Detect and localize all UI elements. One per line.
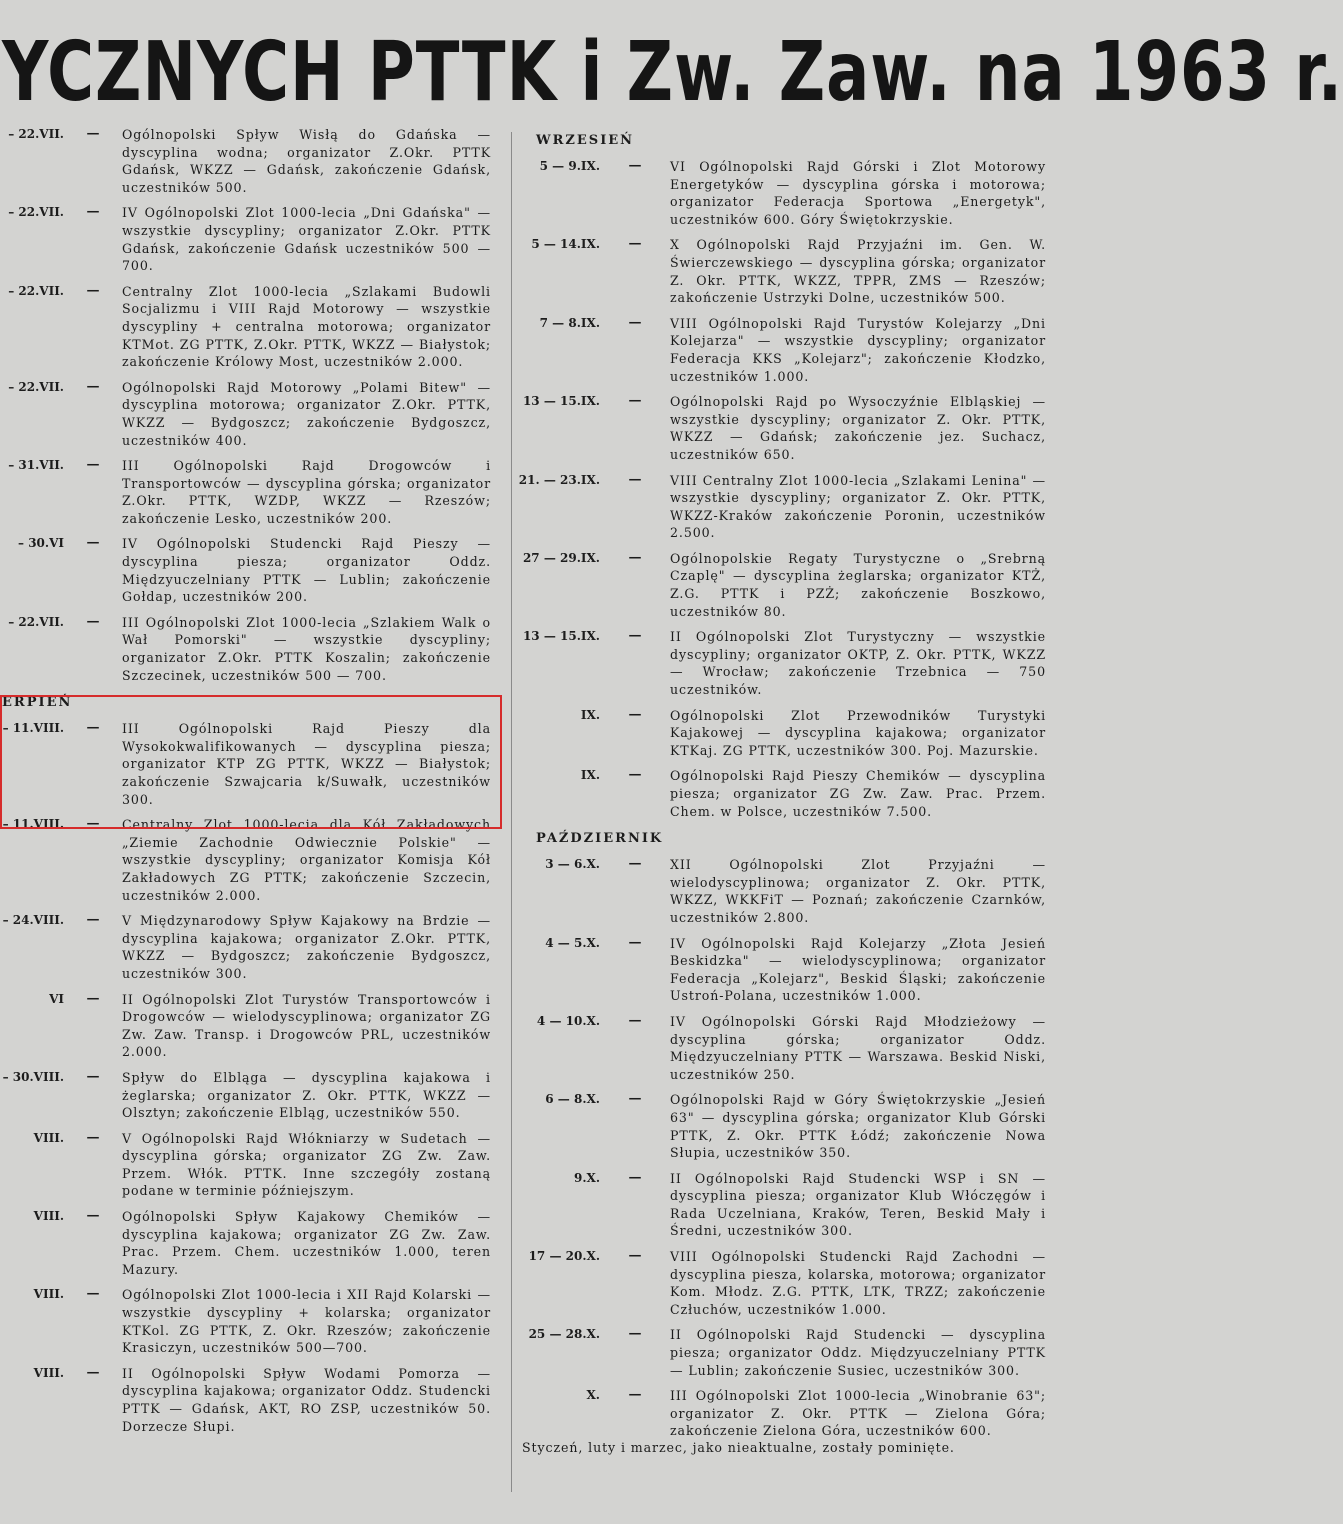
entry-dash: — [86, 720, 100, 736]
event-entry [518, 1248, 1046, 1318]
entry-dash: — [628, 549, 642, 565]
footnote: Styczeń, luty i marzec, jako nieaktualne, zostały pominięte. [522, 1440, 955, 1455]
entry-dash: — [86, 204, 100, 220]
column-divider [511, 132, 512, 1492]
event-entry [518, 1326, 1046, 1379]
entry-dash: — [86, 1129, 100, 1145]
event-description: X Ogólnopolski Rajd Przyjaźni im. Gen. W. Świerczewskiego — dyscyplina górska; organizator Z. Okr. PTTK, WKZZ, TPPR, ZMS — Rzeszów; zakończenie Ustrzyki Dolne, uczestników 500. [670, 237, 1046, 306]
event-entry [518, 935, 1046, 1005]
event-description: Centralny Zlot 1000-lecia „Szlakami Budowli Socjalizmu i VIII Rajd Motorowy — wszystkie dyscypliny + centralna motorowa; organizator KTMot. ZG PTTK, Z.Okr. PTTK, WKZZ — Białystok; zakończenie Królowy Most, uczestników 2.000. [122, 283, 491, 370]
event-description: IV Ogólnopolski Górski Rajd Młodzieżowy — dyscyplina górska; organizator Oddz. Międzyuczelniany PTTK — Warszawa. Beskid Niski, uczestników 250. [670, 1013, 1046, 1082]
entry-dash: — [628, 1091, 642, 1107]
event-date: VIII. [33, 1209, 64, 1224]
event-description: Ogólnopolski Rajd w Góry Świętokrzyskie „Jesień 63" — dyscyplina górska; organizator Klub Górski PTTK, Z. Okr. PTTK Łódź; zakończenie Nowa Słupia, uczestników 350. [670, 1092, 1046, 1161]
event-entry [0, 283, 505, 371]
event-entry [518, 472, 1046, 542]
event-date: 21. — 23.IX. [518, 472, 600, 487]
event-description: III Ogólnopolski Rajd Pieszy dla Wysokokwalifikowanych — dyscyplina piesza; organizator KTP ZG PTTK, WKZZ — Białystok; zakończenie Szwajcaria k/Suwałk, uczestników 300. [122, 721, 491, 807]
event-description: II Ogólnopolski Zlot Turystyczny — wszystkie dyscypliny; organizator OKTP, Z. Okr. PTTK, WKZZ — Wrocław; zakończenie Trzebnica — 750 uczestników. [670, 629, 1046, 698]
month-heading: ERPIEŃ [2, 695, 73, 711]
event-date: 9.X. [573, 1170, 600, 1185]
event-entry [0, 1069, 505, 1122]
event-date: – 22.VII. [8, 379, 64, 394]
event-entry [518, 1170, 1046, 1240]
event-description: Ogólnopolskie Regaty Turystyczne o „Srebrną Czaplę" — dyscyplina żeglarska; organizator KTŻ, Z.G. PTTK i PZŻ; zakończenie Boszkowo, uczestników 80. [670, 550, 1046, 619]
event-description: II Ogólnopolski Rajd Studencki — dyscyplina piesza; organizator Oddz. Międzyuczelniany PTTK — Lublin; zakończenie Susiec, uczestników 300. [670, 1327, 1046, 1378]
event-entry [518, 315, 1046, 385]
entry-dash: — [86, 126, 100, 141]
event-date: – 11.VIII. [2, 817, 64, 832]
event-entry [0, 816, 505, 904]
event-description: VIII Centralny Zlot 1000-lecia „Szlakami Lenina" — wszystkie dyscypliny; organizator Z. Okr. PTTK, WKZZ-Kraków zakończenie Poronin, uczestników 2.500. [670, 472, 1046, 541]
event-entry [518, 158, 1046, 228]
entry-dash: — [86, 457, 100, 473]
event-description: IV Ogólnopolski Zlot 1000-lecia „Dni Gdańska" — wszystkie dyscypliny; organizator Z.Okr. PTTK Gdańsk, zakończenie Gdańsk uczestników 500 — 700. [122, 205, 491, 274]
event-description: IV Ogólnopolski Rajd Kolejarzy „Złota Jesień Beskidzka" — wielodyscyplinowa; organizator Federacja „Kolejarz", Beskid Śląski; zakończenie Ustroń-Polana, uczestników 1.000. [670, 935, 1046, 1004]
event-date: 3 — 6.X. [545, 857, 600, 872]
entry-dash: — [628, 1169, 642, 1185]
event-date: X. [586, 1388, 600, 1403]
event-description: Ogólnopolski Spływ Wisłą do Gdańska — dyscyplina wodna; organizator Z.Okr. PTTK Gdańsk, WKZZ — Gdańsk, zakończenie Gdańsk, uczestników 500. [122, 127, 491, 195]
event-date: – 22.VII. [8, 127, 64, 141]
event-description: Ogólnopolski Zlot 1000-lecia i XII Rajd Kolarski — wszystkie dyscypliny + kolarska; organizator KTKol. ZG PTTK, Z. Okr. Rzeszów; zakończenie Krasiczyn, uczestników 500—700. [122, 1287, 491, 1356]
month-heading: PAŹDZIERNIK [536, 831, 664, 847]
event-date: – 31.VII. [8, 458, 64, 473]
event-date: IX. [580, 707, 600, 722]
event-date: VIII. [33, 1365, 64, 1380]
event-entry [0, 204, 505, 274]
event-entry [518, 550, 1046, 620]
event-date: – 22.VII. [8, 614, 64, 629]
entry-dash: — [86, 535, 100, 551]
event-entry [518, 236, 1046, 306]
event-description: XII Ogólnopolski Zlot Przyjaźni — wielodyscyplinowa; organizator Z. Okr. PTTK, WKZZ, WKKFiT — Poznań; zakończenie Czarnków, uczestników 2.800. [670, 857, 1046, 925]
event-date: 4 — 5.X. [545, 935, 600, 950]
entry-dash: — [86, 1364, 100, 1380]
event-description: V Międzynarodowy Spływ Kajakowy na Brdzie — dyscyplina kajakowa; organizator Z.Okr. PTTK, WKZZ — Bydgoszcz; zakończenie Bydgoszcz, uczestników 300. [122, 913, 491, 981]
event-date: IX. [580, 768, 600, 783]
entry-dash: — [628, 1326, 642, 1342]
event-date: 5 — 9.IX. [539, 159, 600, 173]
event-date: – 30.VI [18, 536, 64, 551]
event-description: Ogólnopolski Rajd Motorowy „Polami Bitew" — dyscyplina motorowa; organizator Z.Okr. PTTK, WKZZ — Bydgoszcz; zakończenie Bydgoszcz, uczestników 400. [122, 379, 491, 448]
event-date: 13 — 15.IX. [522, 394, 600, 409]
event-date: 25 — 28.X. [528, 1327, 600, 1342]
event-entry [0, 535, 505, 605]
event-description: Centralny Zlot 1000-lecia dla Kół Zakładowych „Ziemie Zachodnie Odwiecznie Polskie" — wszystkie dyscypliny; organizator Komisja Kół Zakładowych ZG PTTK; zakończenie Szczecin, uczestników 2.000. [122, 817, 491, 903]
entry-dash: — [86, 1208, 100, 1224]
event-entry [0, 1365, 505, 1435]
event-description: III Ogólnopolski Rajd Drogowców i Transportowców — dyscyplina górska; organizator Z.Okr. PTTK, WZDP, WKZZ — Rzeszów; zakończenie Lesko, uczestników 200. [122, 458, 491, 526]
event-entry [518, 856, 1046, 926]
event-description: II Ogólnopolski Rajd Studencki WSP i SN — dyscyplina piesza; organizator Klub Włóczęgów i Rada Uczelniana, Kraków, Teren, Beskid Mały i Średni, uczestników 300. [670, 1170, 1046, 1239]
event-date: VIII. [33, 1130, 64, 1145]
event-date: 7 — 8.IX. [539, 315, 600, 330]
event-date: – 22.VII. [8, 205, 64, 220]
event-description: III Ogólnopolski Zlot 1000-lecia „Szlakiem Walk o Wał Pomorski" — wszystkie dyscypliny; organizator Z.Okr. PTTK Koszalin; zakończenie Szczecinek, uczestników 500 — 700. [122, 614, 491, 683]
event-description: Spływ do Elbląga — dyscyplina kajakowa i żeglarska; organizator Z. Okr. PTTK, WKZZ — Olsztyn; zakończenie Elbląg, uczestników 550. [122, 1069, 491, 1121]
entry-dash: — [628, 471, 642, 487]
event-entry [0, 720, 505, 808]
entry-dash: — [86, 912, 100, 928]
event-date: VIII. [33, 1287, 64, 1302]
entry-dash: — [628, 1387, 642, 1403]
entry-dash: — [628, 706, 642, 722]
entry-dash: — [628, 628, 642, 644]
event-entry [0, 991, 505, 1061]
event-date: – 22.VII. [8, 283, 64, 298]
right-column [518, 126, 1046, 1448]
entry-dash: — [86, 816, 100, 832]
event-description: Ogólnopolski Zlot Przewodników Turystyki Kajakowej — dyscyplina kajakowa; organizator KTKaj. ZG PTTK, uczestników 300. Poj. Mazurskie. [670, 707, 1046, 758]
event-description: VIII Ogólnopolski Studencki Rajd Zachodni — dyscyplina piesza, kolarska, motorowa; organizator Kom. Młodz. Z.G. PTTK, LTK, TRZZ; zakończenie Człuchów, uczestników 1.000. [670, 1249, 1046, 1317]
entry-dash: — [628, 934, 642, 950]
event-entry [0, 1286, 505, 1356]
event-date: – 30.VIII. [2, 1069, 64, 1084]
entry-dash: — [86, 990, 100, 1006]
event-description: Ogólnopolski Rajd po Wysoczyźnie Elbląskiej — wszystkie dyscypliny; organizator Z. Okr. PTTK, WKZZ — Gdańsk; zakończenie jez. Suchacz, uczestników 650. [670, 394, 1046, 462]
entry-dash: — [628, 1248, 642, 1264]
event-entry [518, 707, 1046, 760]
event-date: 13 — 15.IX. [522, 629, 600, 644]
event-entry [518, 1387, 1046, 1440]
entry-dash: — [628, 393, 642, 409]
event-date: – 11.VIII. [2, 721, 64, 736]
event-entry [518, 1013, 1046, 1083]
event-date: 4 — 10.X. [536, 1013, 600, 1028]
event-entry [0, 379, 505, 449]
month-heading: WRZESIEŃ [536, 133, 635, 148]
event-description: IV Ogólnopolski Studencki Rajd Pieszy — dyscyplina piesza; organizator Oddz. Międzyuczelniany PTTK — Lublin; zakończenie Gołdap, uczestników 200. [122, 536, 491, 605]
entry-dash: — [628, 236, 642, 252]
entry-dash: — [628, 158, 642, 173]
entry-dash: — [628, 767, 642, 783]
event-entry [0, 1208, 505, 1278]
event-entry [0, 614, 505, 684]
event-date: 17 — 20.X. [528, 1249, 600, 1264]
event-description: Ogólnopolski Spływ Kajakowy Chemików — dyscyplina kajakowa; organizator ZG Zw. Zaw. Prac. Przem. Chem. uczestników 1.000, teren Mazury. [122, 1209, 491, 1277]
event-entry [518, 628, 1046, 698]
event-date: 6 — 8.X. [545, 1092, 600, 1107]
entry-dash: — [86, 1068, 100, 1084]
event-date: 5 — 14.IX. [531, 237, 600, 252]
left-column [0, 126, 505, 1443]
entry-dash: — [86, 378, 100, 394]
event-entry [0, 457, 505, 527]
entry-dash: — [86, 613, 100, 629]
event-date: 27 — 29.IX. [522, 550, 600, 565]
entry-dash: — [86, 1286, 100, 1302]
entry-dash: — [628, 1012, 642, 1028]
event-description: VI Ogólnopolski Rajd Górski i Zlot Motorowy Energetyków — dyscyplina górska i motorowa; organizator Federacja Sportowa „Energetyk", uczestników 600. Góry Świętokrzyskie. [670, 159, 1046, 227]
entry-dash: — [86, 282, 100, 298]
event-entry [0, 1130, 505, 1200]
event-description: VIII Ogólnopolski Rajd Turystów Kolejarzy „Dni Kolejarza" — wszystkie dyscypliny; organizator Federacja KKS „Kolejarz"; zakończenie Kłodzko, uczestników 1.000. [670, 315, 1046, 384]
event-description: II Ogólnopolski Spływ Wodami Pomorza — dyscyplina kajakowa; organizator Oddz. Studencki PTTK — Gdańsk, AKT, RO ZSP, uczestników 50. Dorzecze Słupi. [122, 1365, 491, 1434]
event-description: V Ogólnopolski Rajd Włókniarzy w Sudetach — dyscyplina górska; organizator ZG Zw. Zaw. Przem. Włók. PTTK. Inne szczegóły zostaną podane w terminie późniejszym. [122, 1130, 491, 1199]
event-entry [0, 912, 505, 982]
event-entry [518, 1091, 1046, 1161]
event-description: III Ogólnopolski Zlot 1000-lecia „Winobranie 63"; organizator Z. Okr. PTTK — Zielona Góra; zakończenie Zielona Góra, uczestników 600. [670, 1388, 1046, 1439]
entry-dash: — [628, 314, 642, 330]
event-description: II Ogólnopolski Zlot Turystów Transportowców i Drogowców — wielodyscyplinowa; organizator ZG Zw. Zaw. Transp. i Drogowców PRL, uczestników 2.000. [122, 991, 491, 1060]
event-date: VI [49, 991, 64, 1006]
event-description: Ogólnopolski Rajd Pieszy Chemików — dyscyplina piesza; organizator ZG Zw. Zaw. Prac. Przem. Chem. w Polsce, uczestników 7.500. [670, 768, 1046, 819]
event-date: – 24.VIII. [2, 913, 64, 928]
event-entry [518, 767, 1046, 820]
event-entry [0, 126, 505, 196]
event-entry [518, 393, 1046, 463]
page-headline: YCZNYCH PTTK i Zw. Zaw. na 1963 r. [2, 25, 1343, 121]
entry-dash: — [628, 856, 642, 872]
